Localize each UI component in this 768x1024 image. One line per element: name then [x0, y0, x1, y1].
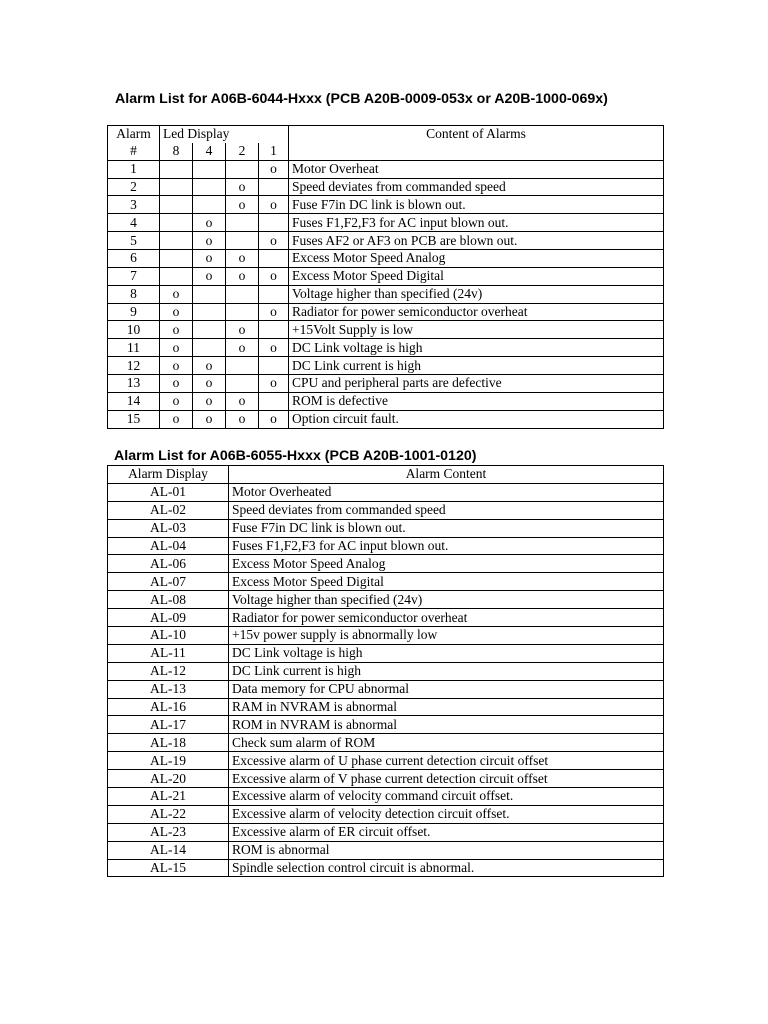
led-bit-8-cell: [160, 232, 193, 250]
alarm-content-cell: Radiator for power semiconductor overheat: [289, 303, 664, 321]
table-row: [108, 859, 664, 877]
table-row: [108, 285, 664, 303]
led-bit-1-header: 1: [259, 143, 289, 160]
table-row: [108, 609, 664, 627]
table-row: [108, 410, 664, 428]
section2-title: Alarm List for A06B-6055-Hxxx (PCB A20B-1001-0120): [114, 448, 477, 464]
content-subheader-blank: [289, 143, 664, 160]
table-row: [108, 662, 664, 680]
table-row: [108, 752, 664, 770]
led-bit-4-cell: [193, 339, 226, 357]
led-bit-8-cell: o: [160, 410, 193, 428]
alarm-code-cell: AL-11: [108, 644, 229, 662]
led-bit-1-cell: [259, 214, 289, 232]
alarm-content-cell: DC Link voltage is high: [289, 339, 664, 357]
led-bit-1-cell: o: [259, 232, 289, 250]
alarm-code-cell: AL-09: [108, 609, 229, 627]
led-bit-1-cell: o: [259, 410, 289, 428]
table-row: [108, 178, 664, 196]
alarm-number-cell: 7: [108, 267, 160, 285]
alarm-code-cell: AL-13: [108, 680, 229, 698]
alarm-content-cell: Data memory for CPU abnormal: [229, 680, 664, 698]
led-bit-4-cell: o: [193, 410, 226, 428]
alarm-code-cell: AL-07: [108, 573, 229, 591]
alarm-content-cell: CPU and peripheral parts are defective: [289, 375, 664, 393]
alarm-content-cell: Radiator for power semiconductor overheat: [229, 609, 664, 627]
alarm-code-cell: AL-21: [108, 788, 229, 806]
led-bit-4-header: 4: [193, 143, 226, 160]
table-row: [108, 321, 664, 339]
alarm-content-cell: ROM is defective: [289, 392, 664, 410]
alarm-code-cell: AL-12: [108, 662, 229, 680]
alarm-code-cell: AL-19: [108, 752, 229, 770]
table-header-row: [108, 466, 664, 484]
led-bit-2-cell: o: [226, 321, 259, 339]
alarm-content-cell: Motor Overheat: [289, 160, 664, 178]
alarm-number-cell: 8: [108, 285, 160, 303]
led-bit-4-cell: [193, 196, 226, 214]
alarm-content-cell: Excessive alarm of ER circuit offset.: [229, 823, 664, 841]
led-bit-2-cell: o: [226, 267, 259, 285]
table-row: [108, 339, 664, 357]
alarm-code-cell: AL-22: [108, 805, 229, 823]
alarm-content-cell: Fuses F1,F2,F3 for AC input blown out.: [289, 214, 664, 232]
alarm-content-cell: Excessive alarm of velocity command circuit offset.: [229, 788, 664, 806]
table-row: [108, 537, 664, 555]
section1-title: Alarm List for A06B-6044-Hxxx (PCB A20B-0009-053x or A20B-1000-069x): [115, 91, 608, 107]
alarm-number-cell: 6: [108, 250, 160, 268]
led-bit-1-cell: [259, 178, 289, 196]
content-column-header: Content of Alarms: [289, 126, 664, 143]
table-header-row: [108, 126, 664, 143]
led-bit-1-cell: [259, 357, 289, 375]
alarm-content-cell: ROM is abnormal: [229, 841, 664, 859]
led-bit-8-cell: o: [160, 285, 193, 303]
table-row: [108, 591, 664, 609]
led-bit-1-cell: o: [259, 160, 289, 178]
led-bit-8-cell: o: [160, 375, 193, 393]
table-row: [108, 375, 664, 393]
alarm-table-6044: [107, 125, 664, 429]
alarm-content-cell: RAM in NVRAM is abnormal: [229, 698, 664, 716]
led-bit-2-header: 2: [226, 143, 259, 160]
led-bit-2-cell: o: [226, 196, 259, 214]
alarm-number-cell: 13: [108, 375, 160, 393]
led-bit-1-cell: o: [259, 375, 289, 393]
table-row: [108, 841, 664, 859]
led-bit-4-cell: [193, 160, 226, 178]
table-row: [108, 250, 664, 268]
table-row: [108, 805, 664, 823]
alarm-table-6055: [107, 465, 664, 877]
led-bit-2-cell: [226, 375, 259, 393]
led-bit-2-cell: [226, 160, 259, 178]
table-row: [108, 357, 664, 375]
led-bit-8-cell: o: [160, 339, 193, 357]
led-bit-1-cell: [259, 392, 289, 410]
alarm-number-cell: 10: [108, 321, 160, 339]
alarm-code-cell: AL-18: [108, 734, 229, 752]
alarm-code-cell: AL-14: [108, 841, 229, 859]
table-row: [108, 627, 664, 645]
led-bit-4-cell: o: [193, 357, 226, 375]
led-bit-4-cell: [193, 285, 226, 303]
led-bit-4-cell: o: [193, 214, 226, 232]
alarm-code-cell: AL-03: [108, 519, 229, 537]
led-bit-2-cell: o: [226, 410, 259, 428]
table-row: [108, 734, 664, 752]
alarm-number-cell: 14: [108, 392, 160, 410]
alarm-code-cell: AL-04: [108, 537, 229, 555]
alarm-number-cell: 4: [108, 214, 160, 232]
led-bit-2-cell: [226, 232, 259, 250]
alarm-column-header: Alarm: [108, 126, 160, 143]
alarm-content-cell: Excess Motor Speed Digital: [289, 267, 664, 285]
led-bit-8-cell: o: [160, 321, 193, 339]
led-bit-2-cell: o: [226, 178, 259, 196]
alarm-content-cell: Motor Overheated: [229, 483, 664, 501]
led-bit-1-cell: o: [259, 267, 289, 285]
alarm-content-cell: +15Volt Supply is low: [289, 321, 664, 339]
alarm-code-cell: AL-20: [108, 770, 229, 788]
table-row: [108, 267, 664, 285]
table-row: [108, 823, 664, 841]
alarm-number-cell: 3: [108, 196, 160, 214]
alarm-content-cell: Fuses F1,F2,F3 for AC input blown out.: [229, 537, 664, 555]
table-subheader-row: [108, 143, 664, 160]
table-row: [108, 483, 664, 501]
alarm-code-cell: AL-06: [108, 555, 229, 573]
led-bit-2-cell: [226, 214, 259, 232]
led-bit-1-cell: [259, 250, 289, 268]
alarm-content-cell: Spindle selection control circuit is abnormal.: [229, 859, 664, 877]
alarm-number-cell: 12: [108, 357, 160, 375]
alarm-code-cell: AL-15: [108, 859, 229, 877]
alarm-code-cell: AL-01: [108, 483, 229, 501]
led-bit-2-cell: o: [226, 339, 259, 357]
led-bit-8-header: 8: [160, 143, 193, 160]
alarm-code-cell: AL-08: [108, 591, 229, 609]
alarm-content-cell: Voltage higher than specified (24v): [229, 591, 664, 609]
led-bit-4-cell: [193, 321, 226, 339]
led-bit-8-cell: [160, 214, 193, 232]
led-bit-1-cell: o: [259, 303, 289, 321]
table-row: [108, 555, 664, 573]
alarm-content-cell: Excessive alarm of velocity detection circuit offset.: [229, 805, 664, 823]
alarm-content-cell: Option circuit fault.: [289, 410, 664, 428]
led-bit-8-cell: o: [160, 392, 193, 410]
led-bit-4-cell: [193, 178, 226, 196]
led-bit-2-cell: [226, 303, 259, 321]
alarm-number-cell: 9: [108, 303, 160, 321]
led-bit-4-cell: o: [193, 375, 226, 393]
alarm-content-cell: Fuse F7in DC link is blown out.: [229, 519, 664, 537]
table-row: [108, 716, 664, 734]
alarm-content-cell: Fuses AF2 or AF3 on PCB are blown out.: [289, 232, 664, 250]
table-row: [108, 788, 664, 806]
led-bit-4-cell: o: [193, 232, 226, 250]
table-row: [108, 770, 664, 788]
alarm-number-cell: 2: [108, 178, 160, 196]
table-row: [108, 214, 664, 232]
led-bit-4-cell: o: [193, 392, 226, 410]
led-bit-2-cell: o: [226, 392, 259, 410]
alarm-content-cell: Speed deviates from commanded speed: [289, 178, 664, 196]
alarm-display-header: Alarm Display: [108, 466, 229, 484]
led-bit-4-cell: o: [193, 250, 226, 268]
alarm-number-cell: 15: [108, 410, 160, 428]
alarm-content-cell: Excess Motor Speed Digital: [229, 573, 664, 591]
table-row: [108, 519, 664, 537]
alarm-content-cell: ROM in NVRAM is abnormal: [229, 716, 664, 734]
led-header-spacer: [259, 126, 289, 143]
led-bit-1-cell: [259, 285, 289, 303]
table-row: [108, 160, 664, 178]
led-display-header: Led Display: [160, 126, 259, 143]
alarm-number-cell: 5: [108, 232, 160, 250]
alarm-code-cell: AL-10: [108, 627, 229, 645]
alarm-content-cell: Excess Motor Speed Analog: [289, 250, 664, 268]
alarm-content-cell: Check sum alarm of ROM: [229, 734, 664, 752]
alarm-code-cell: AL-17: [108, 716, 229, 734]
led-bit-1-cell: [259, 321, 289, 339]
alarm-content-cell: Voltage higher than specified (24v): [289, 285, 664, 303]
led-bit-1-cell: o: [259, 196, 289, 214]
alarm-content-cell: Excessive alarm of U phase current detection circuit offset: [229, 752, 664, 770]
table-row: [108, 573, 664, 591]
led-bit-8-cell: [160, 267, 193, 285]
led-bit-8-cell: [160, 250, 193, 268]
led-bit-8-cell: [160, 178, 193, 196]
alarm-content-header: Alarm Content: [229, 466, 664, 484]
led-bit-2-cell: [226, 285, 259, 303]
alarm-content-cell: DC Link voltage is high: [229, 644, 664, 662]
table-row: [108, 232, 664, 250]
alarm-code-cell: AL-16: [108, 698, 229, 716]
table-row: [108, 680, 664, 698]
alarm-code-cell: AL-23: [108, 823, 229, 841]
table-row: [108, 392, 664, 410]
table-row: [108, 698, 664, 716]
table-row: [108, 644, 664, 662]
led-bit-4-cell: o: [193, 267, 226, 285]
alarm-content-cell: Speed deviates from commanded speed: [229, 501, 664, 519]
table-row: [108, 303, 664, 321]
led-bit-8-cell: o: [160, 357, 193, 375]
led-bit-2-cell: [226, 357, 259, 375]
table-row: [108, 196, 664, 214]
alarm-content-cell: Fuse F7in DC link is blown out.: [289, 196, 664, 214]
table-row: [108, 501, 664, 519]
led-bit-8-cell: o: [160, 303, 193, 321]
led-bit-1-cell: o: [259, 339, 289, 357]
alarm-number-cell: 1: [108, 160, 160, 178]
alarm-code-cell: AL-02: [108, 501, 229, 519]
alarm-content-cell: DC Link current is high: [289, 357, 664, 375]
alarm-content-cell: +15v power supply is abnormally low: [229, 627, 664, 645]
led-bit-8-cell: [160, 196, 193, 214]
led-bit-4-cell: [193, 303, 226, 321]
alarm-number-cell: 11: [108, 339, 160, 357]
alarm-content-cell: DC Link current is high: [229, 662, 664, 680]
led-bit-2-cell: o: [226, 250, 259, 268]
alarm-content-cell: Excess Motor Speed Analog: [229, 555, 664, 573]
led-bit-8-cell: [160, 160, 193, 178]
alarm-content-cell: Excessive alarm of V phase current detection circuit offset: [229, 770, 664, 788]
alarm-number-subheader: #: [108, 143, 160, 160]
